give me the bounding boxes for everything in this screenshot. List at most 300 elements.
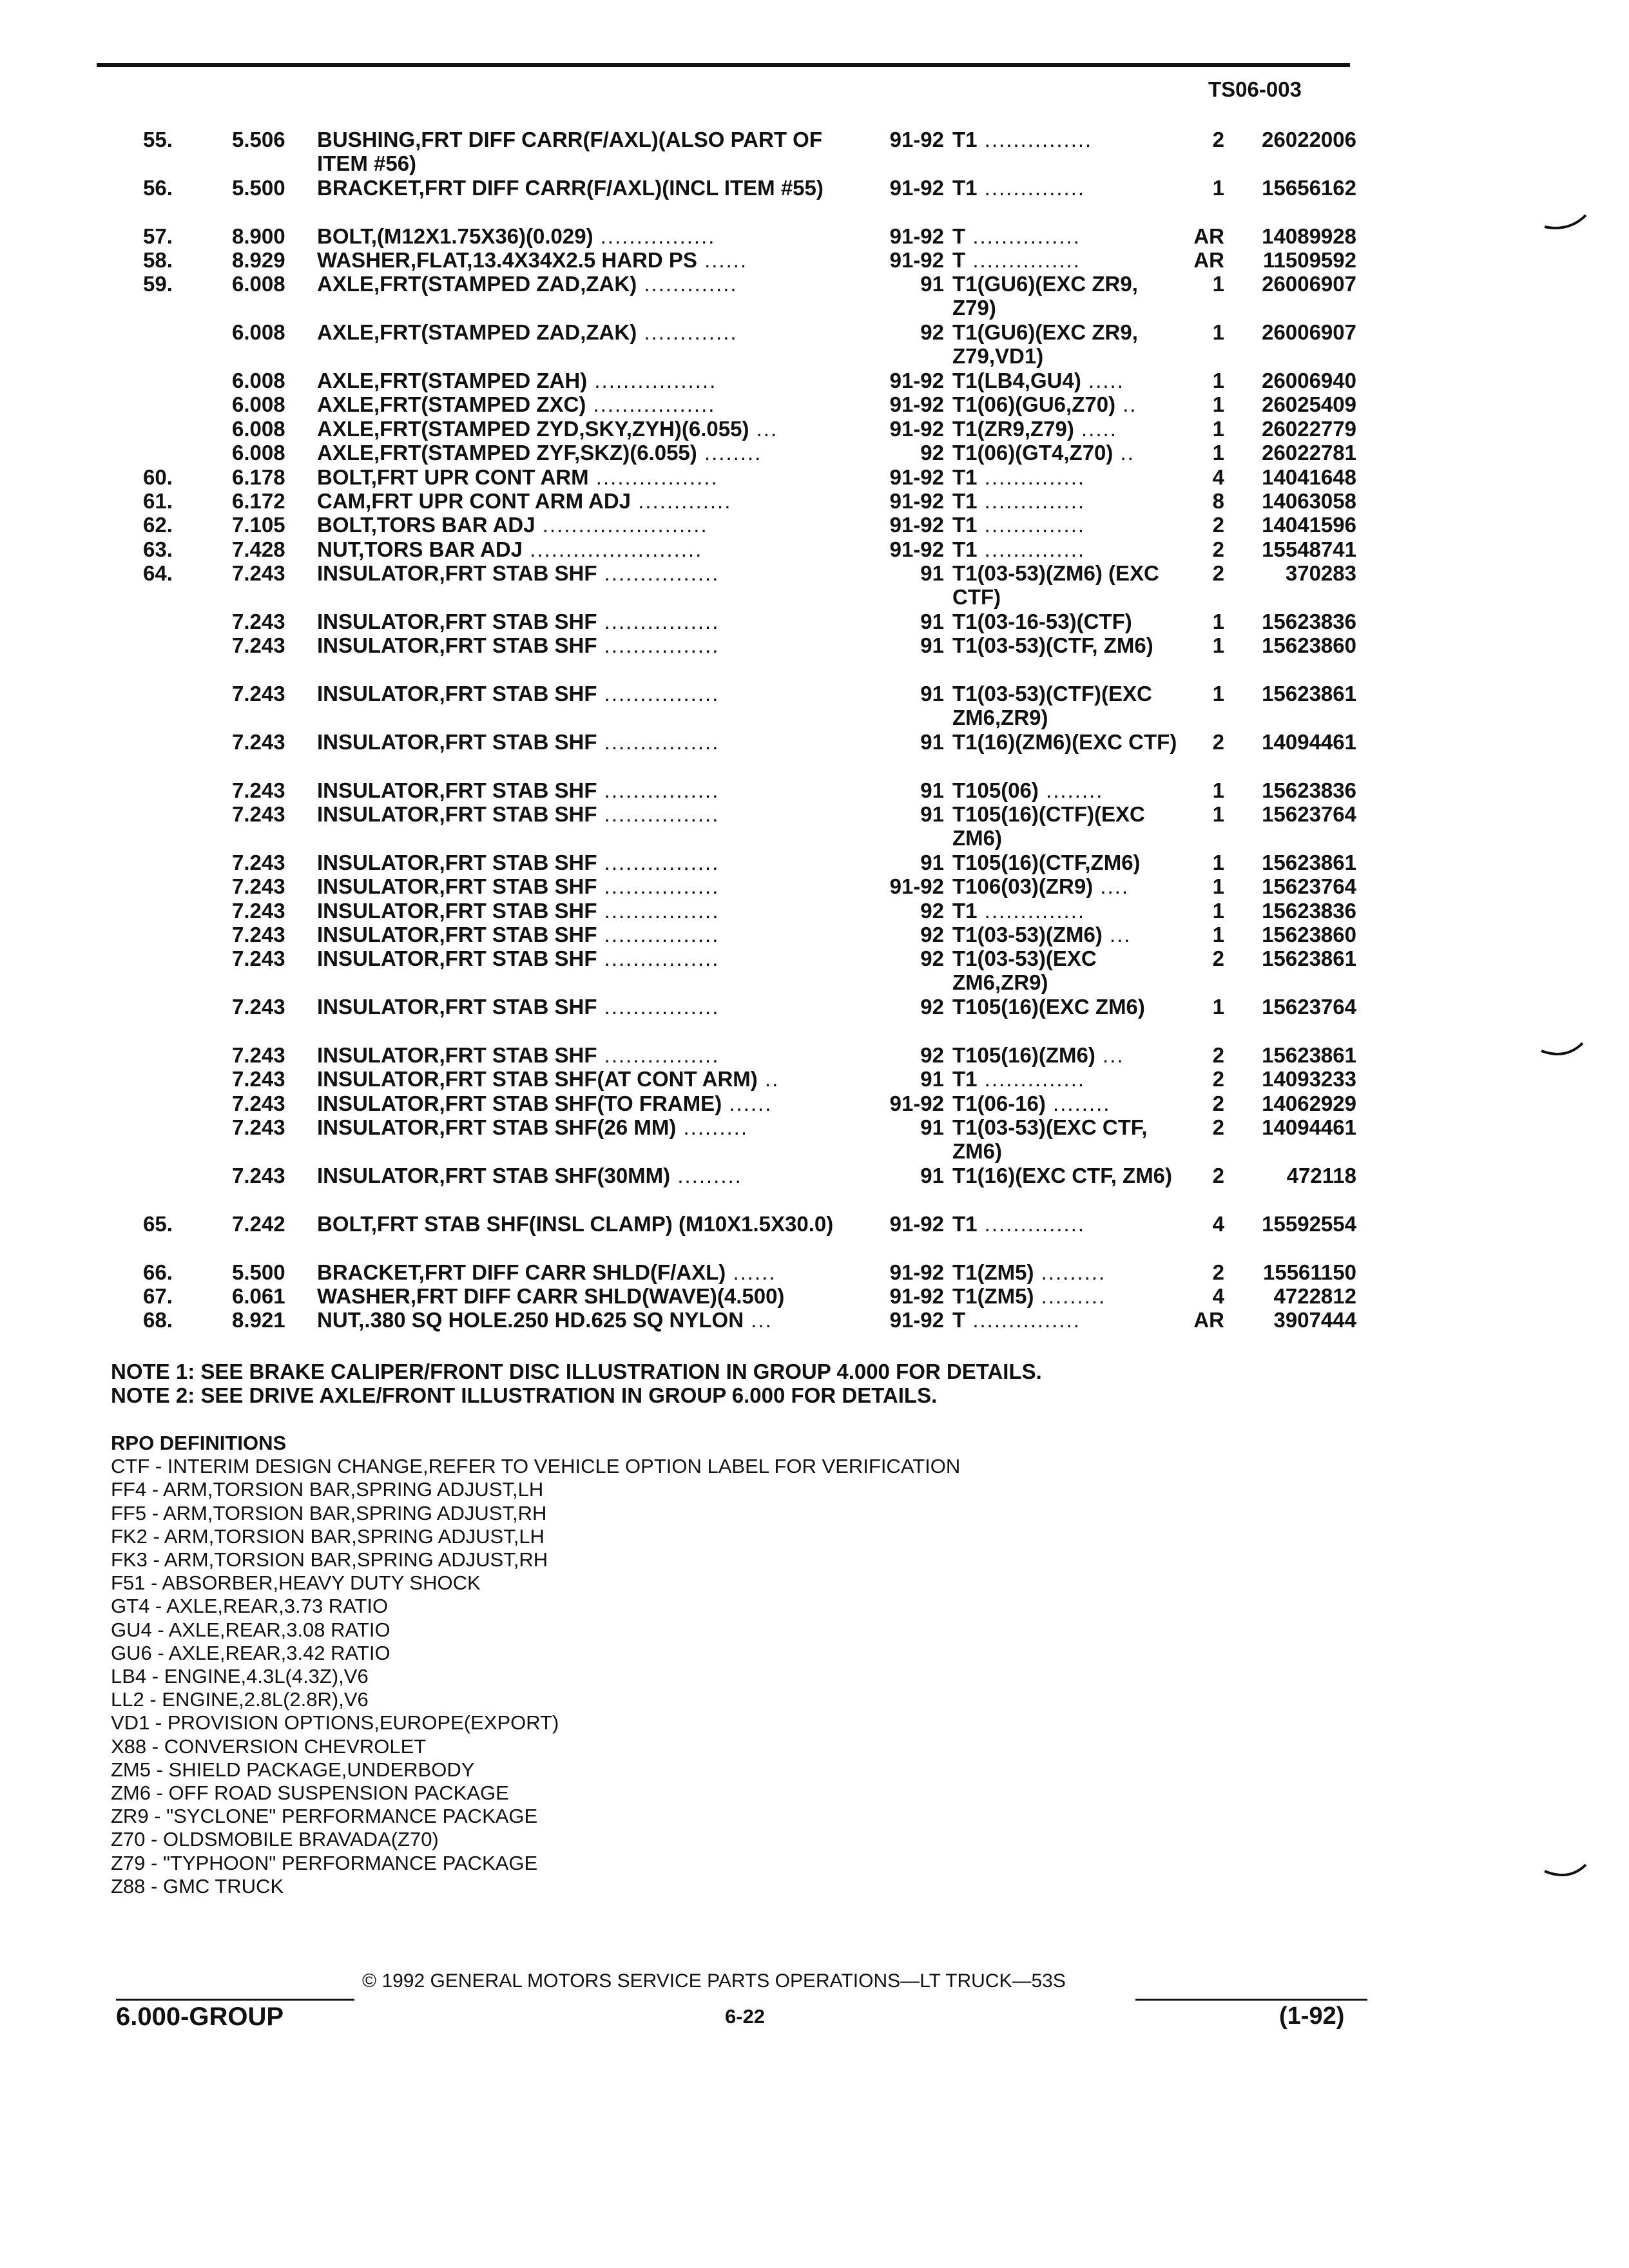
- quantity: 2: [1212, 1163, 1224, 1187]
- item-number: 59.: [143, 272, 173, 296]
- part-name: BUSHING: [317, 128, 416, 151]
- model-year: 91-92: [889, 175, 944, 200]
- usage-code: T1: [952, 488, 978, 513]
- quantity: 2: [1212, 1115, 1224, 1140]
- usage-code: T1(03-53)(ZM6) (EXC CTF): [952, 561, 1159, 610]
- part-description: ,FRT STAB SHF: [439, 682, 597, 706]
- model-year: 91-92: [889, 392, 944, 417]
- leader-dots: ..: [1113, 441, 1135, 465]
- usage: [952, 730, 1184, 754]
- quantity: 1: [1212, 272, 1224, 296]
- model-year: 91: [920, 633, 944, 658]
- document-number: TS06-003: [1208, 77, 1302, 101]
- usage-code: T1: [952, 513, 978, 537]
- quantity: 1: [1212, 874, 1224, 899]
- rpo-item: GU6 - AXLE,REAR,3.42 RATIO: [111, 1641, 390, 1664]
- leader-dots: ................: [597, 1043, 720, 1068]
- part-description: ,FRT STAB SHF(AT CONT ARM): [439, 1067, 758, 1091]
- usage-code: T1(03-53)(ZM6): [952, 923, 1103, 947]
- leader-dots: ........: [1045, 1091, 1111, 1115]
- leader-dots: ................: [597, 802, 720, 827]
- leader-dots: .....: [1081, 368, 1124, 392]
- quantity: AR: [1193, 224, 1224, 248]
- table-row: [0, 417, 1629, 441]
- figure-number: 7.243: [232, 778, 285, 802]
- usage: [952, 1212, 1184, 1236]
- part-description: ,FRT STAB SHF: [439, 898, 597, 923]
- part-number: 15548741: [1262, 537, 1356, 561]
- part-description: ,FRT STAB SHF: [439, 1043, 597, 1068]
- usage: [952, 995, 1184, 1019]
- part-number: 15561150: [1262, 1260, 1356, 1284]
- figure-number: 7.428: [232, 537, 285, 561]
- table-row: [0, 128, 1629, 176]
- part-description: ,FRT DIFF CARR(F/AXL)(INCL ITEM #55): [418, 175, 824, 200]
- usage-code: T106(03)(ZR9): [952, 874, 1094, 899]
- leader-dots: ................: [597, 923, 720, 947]
- item-number: 58.: [143, 247, 173, 272]
- part-number: 15623861: [1262, 947, 1356, 971]
- quantity: 2: [1212, 947, 1224, 971]
- part-number: 3907444: [1273, 1308, 1356, 1332]
- description: [317, 1067, 852, 1091]
- part-name: AXLE: [317, 320, 374, 345]
- quantity: 2: [1212, 128, 1224, 151]
- part-description: ,FRT STAB SHF: [439, 947, 597, 971]
- leader-dots: ......: [697, 247, 748, 272]
- leader-dots: ...............: [965, 1308, 1081, 1332]
- part-description: ,FRT STAB SHF: [439, 850, 597, 874]
- description: [317, 392, 852, 416]
- usage: [952, 441, 1184, 465]
- leader-dots: ......: [722, 1091, 773, 1115]
- pencil-check-mark: [1543, 213, 1588, 232]
- description: [317, 176, 852, 200]
- part-name: INSULATOR: [317, 609, 439, 633]
- part-name: BOLT: [317, 1211, 371, 1236]
- usage: [952, 513, 1184, 537]
- leader-dots: ..............: [977, 175, 1086, 200]
- part-number: 15623764: [1262, 995, 1356, 1019]
- usage: [952, 1115, 1184, 1163]
- figure-number: 6.061: [232, 1283, 285, 1308]
- part-name: INSULATOR: [317, 1115, 439, 1140]
- model-year: 91-92: [889, 1091, 944, 1115]
- description: [317, 320, 852, 344]
- item-number: 55.: [143, 128, 173, 151]
- usage-code: T1(03-53)(EXC ZM6,ZR9): [952, 947, 1097, 995]
- rpo-item: LL2 - ENGINE,2.8L(2.8R),V6: [111, 1688, 369, 1711]
- quantity: 2: [1212, 513, 1224, 537]
- quantity: 1: [1212, 898, 1224, 923]
- description: [317, 128, 852, 175]
- description: [317, 1284, 852, 1308]
- description: [317, 995, 852, 1019]
- quantity: 8: [1212, 488, 1224, 513]
- rpo-list: [111, 1455, 960, 1898]
- part-number: 14063058: [1262, 488, 1356, 513]
- part-description: ,FRT STAB SHF(30MM): [439, 1163, 671, 1187]
- part-number: 15623861: [1262, 682, 1356, 706]
- quantity: 4: [1212, 465, 1224, 489]
- part-description: ,FRT STAB SHF: [439, 923, 597, 947]
- copyright-text: © 1992 GENERAL MOTORS SERVICE PARTS OPERATIONS—LT TRUCK—53S: [362, 1970, 1066, 1992]
- part-number: 26006940: [1262, 368, 1356, 392]
- table-row: [0, 1308, 1629, 1332]
- quantity: 2: [1212, 729, 1224, 754]
- quantity: 1: [1212, 778, 1224, 802]
- figure-number: 8.929: [232, 247, 285, 272]
- leader-dots: ................: [597, 874, 720, 899]
- usage: [952, 224, 1184, 248]
- usage: [952, 1091, 1184, 1115]
- usage: [952, 369, 1184, 392]
- description: [317, 1308, 852, 1332]
- description: [317, 1115, 852, 1139]
- part-number: 370283: [1285, 561, 1356, 586]
- leader-dots: ................: [597, 995, 720, 1019]
- leader-dots: .........: [1034, 1260, 1106, 1284]
- figure-number: 7.243: [232, 874, 285, 899]
- part-name: BOLT: [317, 513, 371, 537]
- part-name: AXLE: [317, 441, 374, 465]
- model-year: 92: [920, 923, 944, 947]
- figure-number: 5.500: [232, 175, 285, 200]
- figure-number: 8.921: [232, 1308, 285, 1332]
- part-number: 15623861: [1262, 850, 1356, 874]
- quantity: 1: [1212, 609, 1224, 633]
- model-year: 91-92: [889, 488, 944, 513]
- item-number: 65.: [143, 1211, 173, 1236]
- description: [317, 1043, 852, 1067]
- leader-dots: ...............: [965, 247, 1081, 272]
- usage-code: T1: [952, 465, 978, 489]
- part-name: AXLE: [317, 416, 374, 441]
- description: [317, 730, 852, 754]
- table-row: [0, 995, 1629, 1043]
- description: [317, 441, 852, 465]
- usage-code: T1(16)(ZM6)(EXC CTF): [952, 729, 1177, 754]
- usage: [952, 248, 1184, 272]
- leader-dots: ................: [597, 947, 720, 971]
- quantity: 2: [1212, 561, 1224, 586]
- leader-dots: ...............: [977, 128, 1093, 151]
- part-number: 15656162: [1262, 175, 1356, 200]
- part-number: 14094461: [1262, 729, 1356, 754]
- description: [317, 561, 852, 585]
- figure-number: 7.243: [232, 561, 285, 586]
- usage-code: T105(16)(EXC ZM6): [952, 995, 1145, 1019]
- leader-dots: .............: [637, 272, 738, 296]
- table-row: [0, 682, 1629, 730]
- model-year: 92: [920, 995, 944, 1019]
- usage-code: T1(03-53)(CTF, ZM6): [952, 633, 1153, 658]
- description: [317, 537, 852, 561]
- quantity: 1: [1212, 923, 1224, 947]
- model-year: 91: [920, 609, 944, 633]
- part-description: ,FRT(STAMPED ZXC): [374, 392, 586, 417]
- usage-code: T: [952, 1308, 966, 1332]
- rpo-item: FK3 - ARM,TORSION BAR,SPRING ADJUST,RH: [111, 1548, 548, 1571]
- leader-dots: ........................: [523, 537, 703, 561]
- parts-table: [0, 128, 1629, 1332]
- pencil-check-mark: [1543, 1862, 1588, 1881]
- table-row: [0, 176, 1629, 224]
- leader-dots: ................: [597, 898, 720, 923]
- item-number: 68.: [143, 1308, 173, 1332]
- model-year: 91-92: [889, 368, 944, 392]
- pencil-check-mark: [1540, 1041, 1585, 1060]
- part-description: ,FRT DIFF CARR(F/AXL)(ALSO PART OF ITEM #56): [317, 128, 822, 175]
- model-year: 91-92: [889, 537, 944, 561]
- description: [317, 899, 852, 923]
- page-number: 6-22: [725, 2005, 766, 2028]
- part-description: ,FRT STAB SHF: [439, 633, 597, 658]
- figure-number: 7.243: [232, 682, 285, 706]
- leader-dots: .......................: [535, 513, 708, 537]
- revision-date: (1-92): [1279, 2003, 1345, 2030]
- table-row: [0, 441, 1629, 465]
- figure-number: 6.008: [232, 441, 285, 465]
- part-number: 26022006: [1262, 128, 1356, 151]
- usage: [952, 561, 1184, 609]
- description: [317, 682, 852, 706]
- usage-code: T1(ZR9,Z79): [952, 416, 1074, 441]
- leader-dots: ....: [1093, 874, 1130, 899]
- note-line: NOTE 1: SEE BRAKE CALIPER/FRONT DISC ILLUSTRATION IN GROUP 4.000 FOR DETAILS.: [111, 1360, 1042, 1383]
- figure-number: 6.178: [232, 465, 285, 489]
- leader-dots: ................: [597, 561, 720, 586]
- leader-dots: .............: [631, 488, 732, 513]
- model-year: 91: [920, 1067, 944, 1091]
- usage: [952, 176, 1184, 200]
- part-name: AXLE: [317, 272, 374, 296]
- table-row: [0, 224, 1629, 248]
- description: [317, 489, 852, 513]
- usage-code: T105(06): [952, 778, 1039, 802]
- footer-rule-left: [116, 1999, 354, 2001]
- description: [317, 513, 852, 537]
- part-description: ,FRT(STAMPED ZYD,SKY,ZYH)(6.055): [374, 416, 749, 441]
- table-row: [0, 392, 1629, 416]
- figure-number: 7.243: [232, 802, 285, 827]
- description: [317, 947, 852, 970]
- part-name: INSULATOR: [317, 1091, 439, 1115]
- usage: [952, 128, 1184, 151]
- leader-dots: ................: [597, 778, 720, 802]
- part-name: INSULATOR: [317, 778, 439, 802]
- description: [317, 248, 852, 272]
- usage: [952, 272, 1184, 320]
- part-number: 15623764: [1262, 802, 1356, 827]
- item-number: 63.: [143, 537, 173, 561]
- table-row: [0, 489, 1629, 513]
- part-name: BRACKET: [317, 175, 419, 200]
- quantity: 1: [1212, 850, 1224, 874]
- usage-code: T: [952, 224, 966, 248]
- part-number: 14041596: [1262, 513, 1356, 537]
- quantity: 4: [1212, 1211, 1224, 1236]
- part-name: BOLT: [317, 224, 371, 248]
- quantity: 1: [1212, 392, 1224, 417]
- part-name: INSULATOR: [317, 1067, 439, 1091]
- table-row: [0, 272, 1629, 320]
- figure-number: 7.243: [232, 1067, 285, 1091]
- part-description: ,FRT(STAMPED ZAH): [374, 368, 588, 392]
- table-row: [0, 1212, 1629, 1260]
- part-number: 14094461: [1262, 1115, 1356, 1140]
- usage-code: T1(06)(GU6,Z70): [952, 392, 1116, 417]
- quantity: 1: [1212, 682, 1224, 706]
- table-row: [0, 1043, 1629, 1067]
- figure-number: 7.243: [232, 1043, 285, 1068]
- usage: [952, 802, 1184, 850]
- figure-number: 7.105: [232, 513, 285, 537]
- part-description: ,FRT UPR CONT ARM ADJ: [365, 488, 631, 513]
- usage: [952, 850, 1184, 874]
- usage: [952, 1308, 1184, 1332]
- table-row: [0, 513, 1629, 537]
- part-description: ,FRT STAB SHF: [439, 561, 597, 586]
- figure-number: 7.243: [232, 850, 285, 874]
- part-name: INSULATOR: [317, 923, 439, 947]
- figure-number: 7.243: [232, 1091, 285, 1115]
- model-year: 91: [920, 561, 944, 586]
- part-description: ,FRT STAB SHF: [439, 609, 597, 633]
- part-name: INSULATOR: [317, 1043, 439, 1068]
- part-name: INSULATOR: [317, 995, 439, 1019]
- table-row: [0, 947, 1629, 995]
- rpo-item: Z88 - GMC TRUCK: [111, 1874, 284, 1898]
- part-description: ,FRT DIFF CARR SHLD(F/AXL): [418, 1260, 726, 1284]
- leader-dots: ..............: [977, 1067, 1086, 1091]
- description: [317, 465, 852, 489]
- description: [317, 923, 852, 947]
- part-name: NUT: [317, 537, 359, 561]
- figure-number: 7.243: [232, 1115, 285, 1140]
- rpo-item: ZM6 - OFF ROAD SUSPENSION PACKAGE: [111, 1782, 509, 1805]
- part-number: 11509592: [1262, 247, 1356, 272]
- usage-code: T: [952, 247, 966, 272]
- table-row: [0, 320, 1629, 369]
- usage-code: T105(16)(ZM6): [952, 1043, 1095, 1068]
- part-description: ,FRT STAB SHF: [439, 778, 597, 802]
- description: [317, 850, 852, 874]
- part-number: 15623836: [1262, 609, 1356, 633]
- item-number: 62.: [143, 513, 173, 537]
- quantity: 2: [1212, 1067, 1224, 1091]
- rpo-item: FF5 - ARM,TORSION BAR,SPRING ADJUST,RH: [111, 1501, 547, 1524]
- usage: [952, 489, 1184, 513]
- table-row: [0, 778, 1629, 802]
- usage: [952, 320, 1184, 368]
- model-year: 91: [920, 1115, 944, 1140]
- part-description: ,FRT STAB SHF(INSL CLAMP) (M10X1.5X30.0): [371, 1211, 834, 1236]
- table-row: [0, 369, 1629, 392]
- item-number: 56.: [143, 175, 173, 200]
- leader-dots: .........: [676, 1115, 749, 1140]
- part-name: CAM: [317, 488, 366, 513]
- part-description: ,FRT DIFF CARR SHLD(WAVE)(4.500): [410, 1283, 785, 1308]
- rpo-item: FK2 - ARM,TORSION BAR,SPRING ADJUST,LH: [111, 1524, 545, 1548]
- figure-number: 5.500: [232, 1260, 285, 1284]
- leader-dots: .........: [670, 1163, 742, 1187]
- usage: [952, 392, 1184, 416]
- table-row: [0, 874, 1629, 898]
- leader-dots: ................: [593, 224, 716, 248]
- model-year: 91: [920, 682, 944, 706]
- part-number: 26022781: [1262, 441, 1356, 465]
- item-number: 66.: [143, 1260, 173, 1284]
- figure-number: 6.172: [232, 488, 285, 513]
- table-row: [0, 610, 1629, 633]
- leader-dots: ...: [1095, 1043, 1124, 1068]
- usage: [952, 465, 1184, 489]
- quantity: 1: [1212, 368, 1224, 392]
- description: [317, 369, 852, 392]
- usage: [952, 899, 1184, 923]
- description: [317, 1212, 852, 1236]
- figure-number: 5.506: [232, 128, 285, 151]
- table-row: [0, 1091, 1629, 1115]
- leader-dots: ................: [597, 729, 720, 754]
- leader-dots: ...: [749, 416, 778, 441]
- part-name: NUT: [317, 1308, 359, 1332]
- table-row: [0, 561, 1629, 610]
- rpo-item: F51 - ABSORBER,HEAVY DUTY SHOCK: [111, 1571, 481, 1595]
- model-year: 91-92: [889, 1260, 944, 1284]
- part-number: 15623860: [1262, 923, 1356, 947]
- model-year: 92: [920, 898, 944, 923]
- leader-dots: ........: [697, 441, 762, 465]
- part-description: ,.380 SQ HOLE.250 HD.625 SQ NYLON: [358, 1308, 744, 1332]
- part-description: ,FRT STAB SHF(TO FRAME): [439, 1091, 722, 1115]
- description: [317, 272, 852, 296]
- part-name: INSULATOR: [317, 947, 439, 971]
- part-name: INSULATOR: [317, 561, 439, 586]
- rpo-item: GT4 - AXLE,REAR,3.73 RATIO: [111, 1595, 389, 1618]
- part-description: ,FRT STAB SHF: [439, 874, 597, 899]
- rpo-item: VD1 - PROVISION OPTIONS,EUROPE(EXPORT): [111, 1711, 559, 1735]
- usage: [952, 923, 1184, 947]
- quantity: 4: [1212, 1283, 1224, 1308]
- table-row: [0, 1284, 1629, 1308]
- rpo-heading: RPO DEFINITIONS: [111, 1432, 287, 1454]
- leader-dots: ..............: [977, 537, 1086, 561]
- model-year: 91-92: [889, 874, 944, 899]
- description: [317, 633, 852, 657]
- leader-dots: .............: [637, 320, 738, 345]
- model-year: 91: [920, 778, 944, 802]
- table-row: [0, 923, 1629, 947]
- part-name: INSULATOR: [317, 898, 439, 923]
- model-year: 92: [920, 320, 944, 345]
- part-number: 15623861: [1262, 1043, 1356, 1068]
- table-row: [0, 1115, 1629, 1164]
- leader-dots: ........: [1038, 778, 1104, 802]
- leader-dots: ..............: [977, 898, 1086, 923]
- leader-dots: .................: [588, 465, 718, 489]
- leader-dots: ..............: [977, 465, 1086, 489]
- part-name: WASHER: [317, 247, 410, 272]
- usage: [952, 874, 1184, 898]
- usage-code: T1(GU6)(EXC ZR9, Z79): [952, 272, 1138, 320]
- part-name: INSULATOR: [317, 633, 439, 658]
- model-year: 91: [920, 802, 944, 827]
- figure-number: 7.243: [232, 633, 285, 658]
- quantity: AR: [1193, 1308, 1224, 1332]
- usage: [952, 778, 1184, 802]
